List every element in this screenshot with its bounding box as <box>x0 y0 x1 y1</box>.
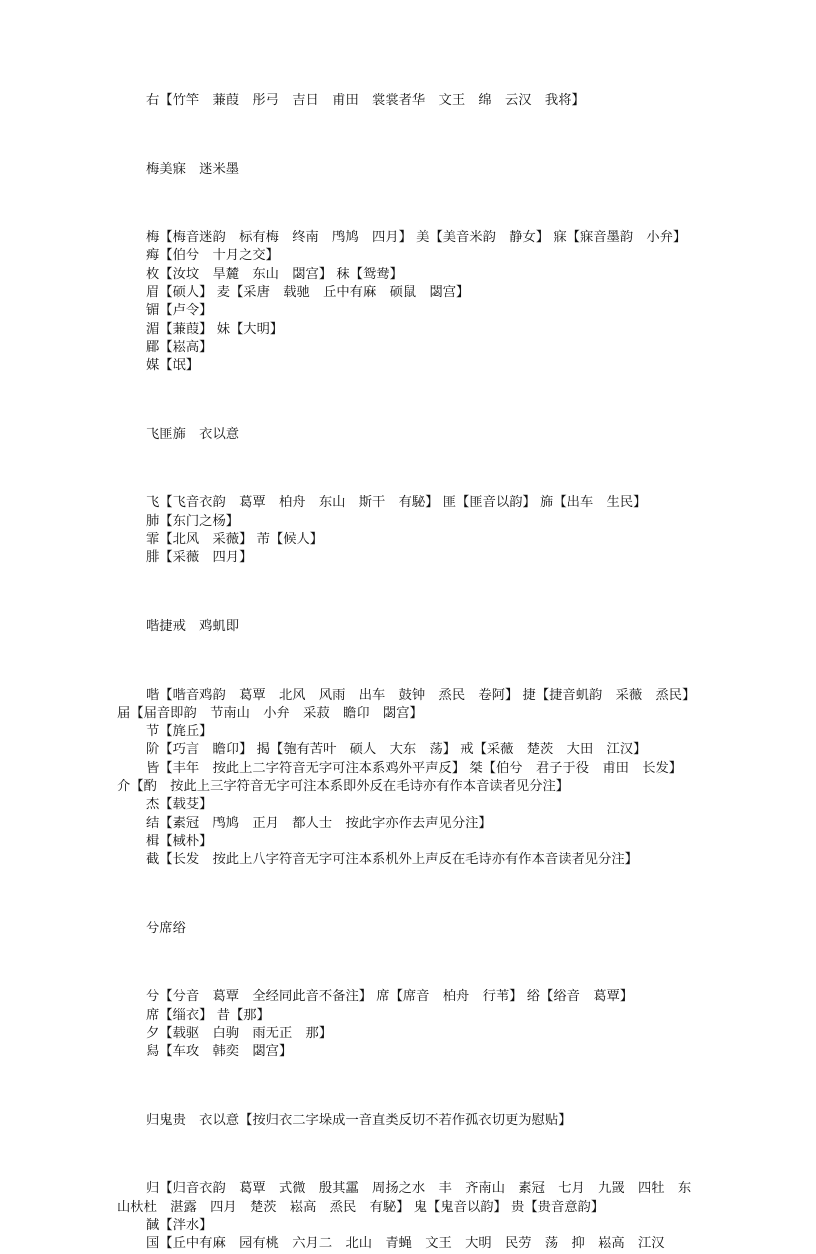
blank-line <box>117 460 699 478</box>
text-line: 腓【采薇 四月】 <box>146 550 253 566</box>
text-line: 楫【棫朴】 <box>146 833 213 849</box>
text-line: 眉【硕人】 麦【采唐 载驰 丘中有麻 硕鼠 閟宫】 <box>146 285 470 301</box>
text-line: 痗【伯兮 十月之交】 <box>146 248 279 264</box>
blank-line <box>117 954 699 972</box>
text-line: 喈捷戒 鸡虮即 <box>146 618 240 634</box>
text-line: 截【长发 按此上八字符音无字可注本系机外上声反在毛诗亦有作本音读者见分注】 <box>146 852 638 868</box>
text-line: 右【竹竿 蒹葭 彤弓 吉日 甫田 裳裳者华 文王 绵 云汉 我将】 <box>146 93 585 108</box>
text-line: 归【归音衣韵 葛覃 式微 殷其靁 周扬之水 丰 齐南山 素冠 七月 九罭 四牡 东山杕杜 湛露 四月 楚茨 崧高 烝民 有駜】 鬼【鬼音以韵】 贵【贵音意韵】 <box>117 1181 692 1215</box>
text-line: 飞匪旆 衣以意 <box>146 426 240 442</box>
document-page <box>117 92 699 1254</box>
text-line: 兮【兮音 葛覃 全经同此音不备注】 席【席音 柏舟 行苇】 绤【绤音 葛覃】 <box>146 989 634 1005</box>
text-line: 国【丘中有麻 园有桃 六月二 北山 青蝇 文王 大明 民劳 荡 抑 崧高 江汉 <box>146 1236 665 1252</box>
text-line: 兮席绤 <box>146 920 186 936</box>
text-line: 舄【车攻 韩奕 閟宫】 <box>146 1044 293 1060</box>
text-line: 郿【崧高】 <box>146 339 213 355</box>
blank-line <box>117 195 699 213</box>
text-line: 梅【梅音迷韵 标有梅 终南 鸤鸠 四月】 美【美音米韵 静女】 寐【寐音墨韵 小弁】 <box>146 230 687 246</box>
blank-line <box>117 126 699 144</box>
text-line: 飞【飞音衣韵 葛覃 柏舟 东山 斯干 有駜】 匪【匪音以韵】 旆【出车 生民】 <box>146 495 647 511</box>
blank-line <box>117 584 699 602</box>
text-line: 镅【卢令】 <box>146 303 213 319</box>
blank-line <box>117 1078 699 1096</box>
text-line: 梅美寐 迷米墨 <box>146 161 240 177</box>
text-line: 喈【喈音鸡韵 葛覃 北风 风雨 出车 鼓钟 烝民 卷阿】 捷【捷音虮韵 采薇 烝民】 届【届音即韵 节南山 小弁 采菽 瞻卬 閟宫】 <box>117 687 696 721</box>
text-line: 席【缁衣】 昔【那】 <box>146 1007 270 1023</box>
text-line: 霏【北风 采薇】 芾【候人】 <box>146 532 324 548</box>
blank-line <box>117 886 699 904</box>
text-line: 夕【载驱 白驹 雨无正 那】 <box>146 1025 333 1041</box>
text-line: 节【旄丘】 <box>146 724 213 740</box>
text-line: 肺【东门之杨】 <box>146 513 240 529</box>
blank-line <box>117 392 699 410</box>
text-line: 枚【汝坟 旱麓 东山 閟宫】 秣【鸳鸯】 <box>146 266 403 282</box>
text-line: 阶【巧言 瞻卬】 揭【匏有苦叶 硕人 大东 荡】 戒【采薇 楚茨 大田 江汉】 <box>146 742 647 758</box>
text-line: 湄【蒹葭】 妹【大明】 <box>146 321 284 337</box>
text-line: 归鬼贵 衣以意【按归衣二字垛成一音直类反切不若作孤衣切更为慰贴】 <box>146 1112 572 1128</box>
text-line: 馘【泮水】 <box>146 1218 213 1234</box>
text-line: 杰【载芟】 <box>146 797 213 813</box>
text-line: 结【素冠 鸤鸠 正月 都人士 按此字亦作去声见分注】 <box>146 815 492 831</box>
blank-line <box>117 652 699 670</box>
text-line: 皆【丰年 按此上二字符音无字可注本系鸡外平声反】 桀【伯兮 君子于役 甫田 长发】 介【酌 按此上三字符音无字可注本系即外反在毛诗亦有作本音读者见分注】 <box>117 760 683 795</box>
text-line: 媒【氓】 <box>146 358 200 374</box>
blank-line <box>117 1146 699 1164</box>
